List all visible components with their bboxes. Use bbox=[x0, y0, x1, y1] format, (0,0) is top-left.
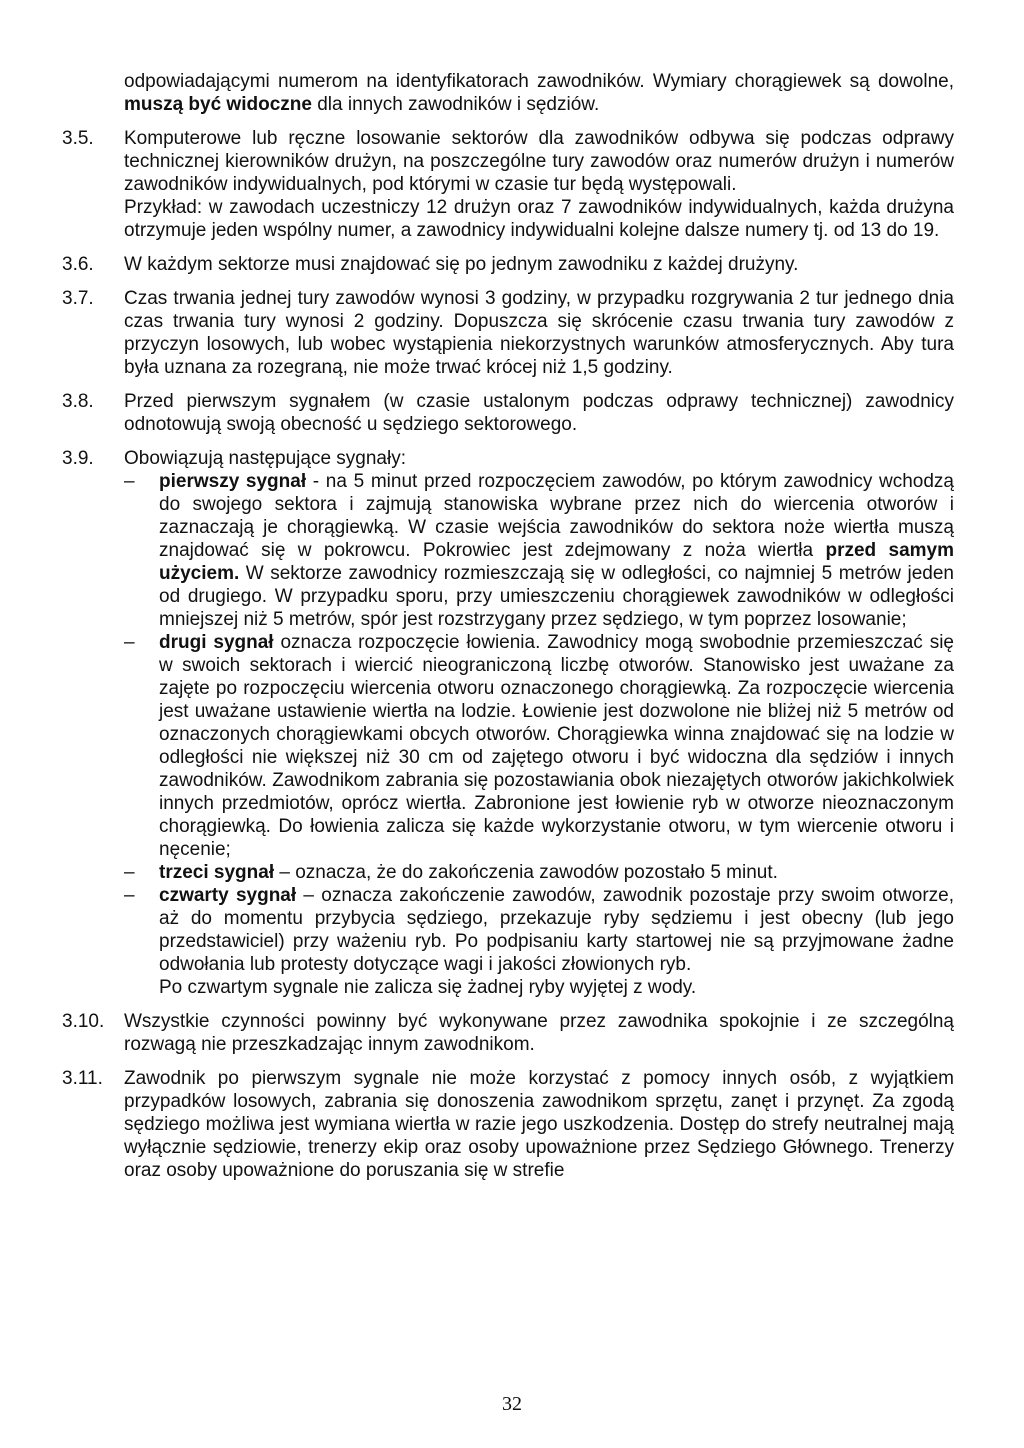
list-dash: – bbox=[124, 862, 135, 883]
intro-bold-text: muszą być widoczne bbox=[124, 94, 312, 115]
signal-text: – oznacza, że do zakończenia zawodów pozostało 5 minut. bbox=[274, 862, 778, 883]
signal-label: pierwszy sygnał bbox=[159, 471, 307, 492]
list-dash: – bbox=[124, 632, 135, 653]
signal-label: czwarty sygnał bbox=[159, 885, 297, 906]
signal-bold-text: przed samym użyciem. bbox=[159, 540, 954, 584]
section-3-9-lead: Obowiązują następujące sygnały: bbox=[124, 448, 407, 469]
section-3-7 bbox=[62, 287, 954, 379]
section-number: 3.11. bbox=[62, 1068, 103, 1089]
list-dash: – bbox=[124, 471, 135, 492]
section-number: 3.10. bbox=[62, 1011, 105, 1032]
intro-text: odpowiadającymi numerom na identyfikatorach zawodników. Wymiary chorągiewek są dowolne, bbox=[124, 71, 954, 92]
signals-list bbox=[124, 470, 954, 976]
section-number: 3.5. bbox=[62, 128, 94, 149]
section-3-9-closing: Po czwartym sygnale nie zalicza się żadnej ryby wyjętej z wody. bbox=[159, 977, 697, 998]
signal-label: drugi sygnał bbox=[159, 632, 274, 653]
section-3-10 bbox=[62, 1010, 954, 1056]
section-3-9 bbox=[62, 447, 954, 999]
section-3-6-text: W każdym sektorze musi znajdować się po jednym zawodniku z każdej drużyny. bbox=[124, 254, 799, 275]
section-number: 3.9. bbox=[62, 448, 94, 469]
signal-text: - na 5 minut przed rozpoczęciem zawodów, po którym zawodnicy wchodzą do swojego sektora i zajmują stanowiska wybrane przez nich do wiercenia otworów i zaznaczają je chorągiewką. W czasie wejścia zawodników do sektora noże wiertła muszą znajdować się w pokrowcu. Pokrowiec jest zdejmowany z noża wiertła bbox=[159, 471, 954, 561]
section-number: 3.7. bbox=[62, 288, 94, 309]
list-item bbox=[124, 884, 954, 976]
intro-paragraph bbox=[124, 70, 954, 116]
section-3-10-text: Wszystkie czynności powinny być wykonywane przez zawodnika spokojnie i ze szczególną rozwagą nie przeszkadzając innym zawodnikom. bbox=[124, 1011, 954, 1055]
page-number: 32 bbox=[502, 1393, 522, 1415]
intro-text-end: dla innych zawodników i sędziów. bbox=[311, 94, 600, 115]
section-3-8-text: Przed pierwszym sygnałem (w czasie ustalonym podczas odprawy technicznej) zawodnicy odnotowują swoją obecność u sędziego sektorowego. bbox=[124, 391, 954, 435]
section-3-5-paragraph-1: Komputerowe lub ręczne losowanie sektorów dla zawodników odbywa się podczas odprawy technicznej kierowników drużyn, na poszczególne tury zawodów oraz numerów drużyn i numerów zawodników indywidualnych, pod którymi w czasie tur będą występowali. bbox=[124, 128, 954, 195]
section-3-5 bbox=[62, 127, 954, 242]
signal-label: trzeci sygnał bbox=[159, 862, 275, 883]
signal-text-end: W sektorze zawodnicy rozmieszczają się w odległości, co najmniej 5 metrów jeden od drugiego. W przypadku sporu, przy umieszczeniu chorągiewek zawodników w odległości mniejszej niż 5 metrów, spór jest rozstrzygany przez sędziego, w tym poprzez losowanie; bbox=[159, 563, 954, 630]
section-3-5-paragraph-2: Przykład: w zawodach uczestniczy 12 drużyn oraz 7 zawodników indywidualnych, każda drużyna otrzymuje jeden wspólny numer, a zawodnicy indywidualni kolejne dalsze numery tj. od 13 do 19. bbox=[124, 197, 954, 241]
section-number: 3.6. bbox=[62, 254, 94, 275]
list-item bbox=[124, 631, 954, 861]
signal-text: oznacza rozpoczęcie łowienia. Zawodnicy mogą swobodnie przemieszczać się w swoich sektorach i wiercić nieograniczoną liczbę otworów. Stanowisko jest uważane za zajęte po rozpoczęciu wiercenia otworu oznaczonego chorągiewką. Za rozpoczęcie wiercenia jest uważane ustawienie wiertła na lodzie. Łowienie jest dozwolone nie bliżej niż 5 metrów od oznaczonych chorągiewkami obcych otworów. Chorągiewka winna znajdować się na lodzie w odległości nie większej niż 30 cm od zajętego otworu i być widoczna dla sędziów i innych zawodników. Zawodnikom zabrania się pozostawiania obok niezajętych otworów jakichkolwiek innych przedmiotów, oprócz wiertła. Zabronione jest łowienie ryb w otworze nieoznaczonym chorągiewką. Do łowienia zalicza się każde wykorzystanie otworu, w tym wiercenie otworu i nęcenie; bbox=[159, 632, 954, 860]
document-page bbox=[62, 70, 954, 1193]
section-3-11-text: Zawodnik po pierwszym sygnale nie może korzystać z pomocy innych osób, z wyjątkiem przypadków losowych, zabrania się donoszenia zawodnikom sprzętu, zanęt i przynęt. Za zgodą sędziego możliwa jest wymiana wiertła w razie jego uszkodzenia. Dostęp do strefy neutralnej mają wyłącznie sędziowie, trenerzy ekip oraz osoby upoważnione przez Sędziego Głównego. Trenerzy oraz osoby upoważnione do poruszania się w strefie bbox=[124, 1068, 954, 1181]
section-3-7-text: Czas trwania jednej tury zawodów wynosi 3 godziny, w przypadku rozgrywania 2 tur jednego dnia czas trwania tury wynosi 2 godziny. Dopuszcza się skrócenie czasu trwania tury zawodów z przyczyn losowych, lub wobec wystąpienia niekorzystnych warunków atmosferycznych. Aby tura była uznana za rozegraną, nie może trwać krócej niż 1,5 godziny. bbox=[124, 288, 954, 378]
list-item bbox=[124, 470, 954, 631]
signal-text: – oznacza zakończenie zawodów, zawodnik pozostaje przy swoim otworze, aż do momentu przybycia sędziego, przekazuje ryby sędziemu i jest obecny (lub jego przedstawiciel) przy ważeniu ryb. Po podpisaniu karty startowej nie są przyjmowane żadne odwołania lub protesty dotyczące wagi i jakości złowionych ryb. bbox=[159, 885, 954, 975]
section-3-11 bbox=[62, 1067, 954, 1182]
section-number: 3.8. bbox=[62, 391, 94, 412]
list-item bbox=[124, 861, 954, 884]
list-dash: – bbox=[124, 885, 135, 906]
section-3-6 bbox=[62, 253, 954, 276]
section-3-8 bbox=[62, 390, 954, 436]
